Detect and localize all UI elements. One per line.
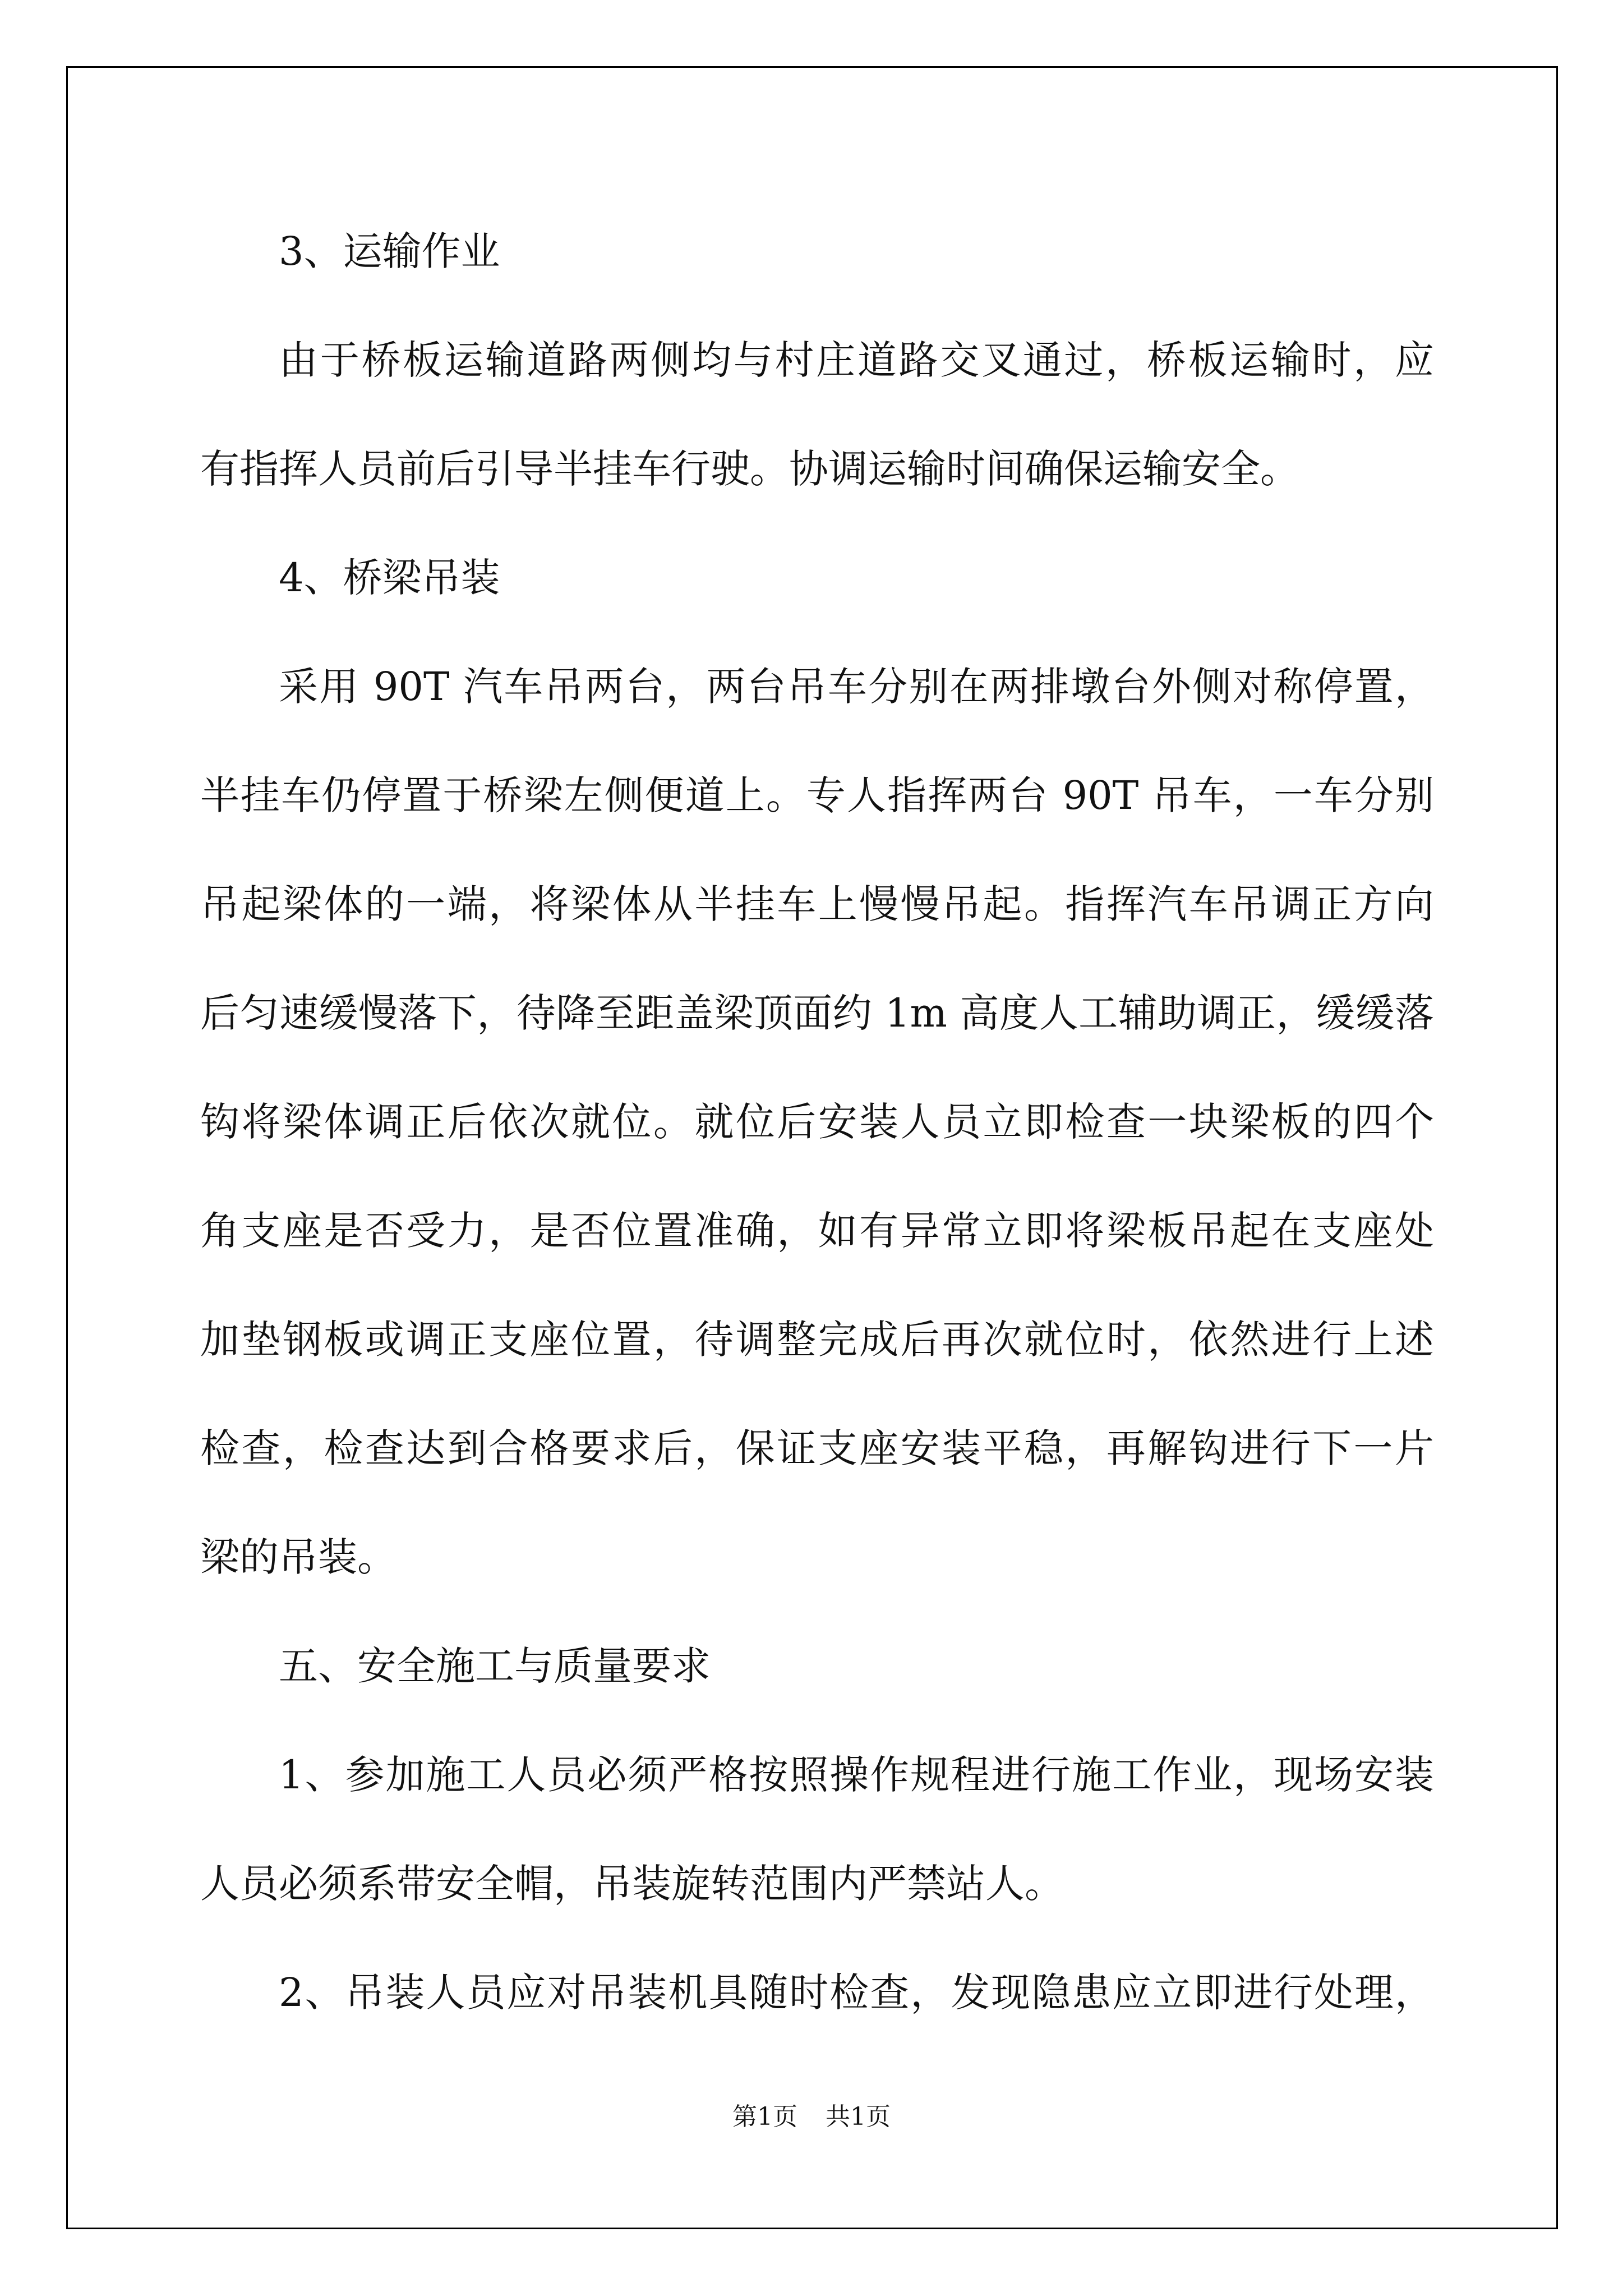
paragraph-line: 加垫钢板或调正支座位置，待调整完成后再次就位时，依然进行上述: [200, 1317, 1434, 1363]
paragraph-line: 人员必须系带安全帽，吊装旋转范围内严禁站人。: [200, 1861, 1064, 1907]
page-number-current: 第1页: [732, 2102, 797, 2131]
paragraph-line: 吊起梁体的一端，将梁体从半挂车上慢慢吊起。指挥汽车吊调正方向: [200, 881, 1434, 927]
paragraph-line: 角支座是否受力，是否位置准确，如有异常立即将梁板吊起在支座处: [200, 1208, 1434, 1254]
section-heading-transport: 3、运输作业: [279, 228, 500, 274]
paragraph-line: 半挂车仍停置于桥梁左侧便道上。专人指挥两台 90T 吊车，一车分别: [200, 772, 1434, 818]
paragraph-line: 钩将梁体调正后依次就位。就位后安装人员立即检查一块梁板的四个: [200, 1099, 1434, 1145]
paragraph-line: 后匀速缓慢落下，待降至距盖梁顶面约 1m 高度人工辅助调正，缓缓落: [200, 990, 1434, 1036]
paragraph-line: 检查，检查达到合格要求后，保证支座安装平稳，再解钩进行下一片: [200, 1425, 1434, 1471]
paragraph-line: 有指挥人员前后引导半挂车行驶。协调运输时间确保运输安全。: [200, 446, 1299, 492]
paragraph-line: 由于桥板运输道路两侧均与村庄道路交叉通过，桥板运输时，应: [279, 337, 1434, 383]
paragraph-line: 1、参加施工人员必须严格按照操作规程进行施工作业，现场安装: [279, 1752, 1434, 1798]
page-number-total: 共1页: [826, 2102, 891, 2131]
section-heading-bridge-lifting: 4、桥梁吊装: [279, 555, 500, 601]
paragraph-line: 2、吊装人员应对吊装机具随时检查，发现隐患应立即进行处理，: [279, 1970, 1434, 2016]
paragraph-line: 梁的吊装。: [200, 1534, 396, 1580]
section-heading-safety-quality: 五、安全施工与质量要求: [279, 1643, 711, 1689]
page-footer: [0, 2102, 1623, 2131]
paragraph-line: 采用 90T 汽车吊两台，两台吊车分别在两排墩台外侧对称停置，: [279, 664, 1434, 710]
